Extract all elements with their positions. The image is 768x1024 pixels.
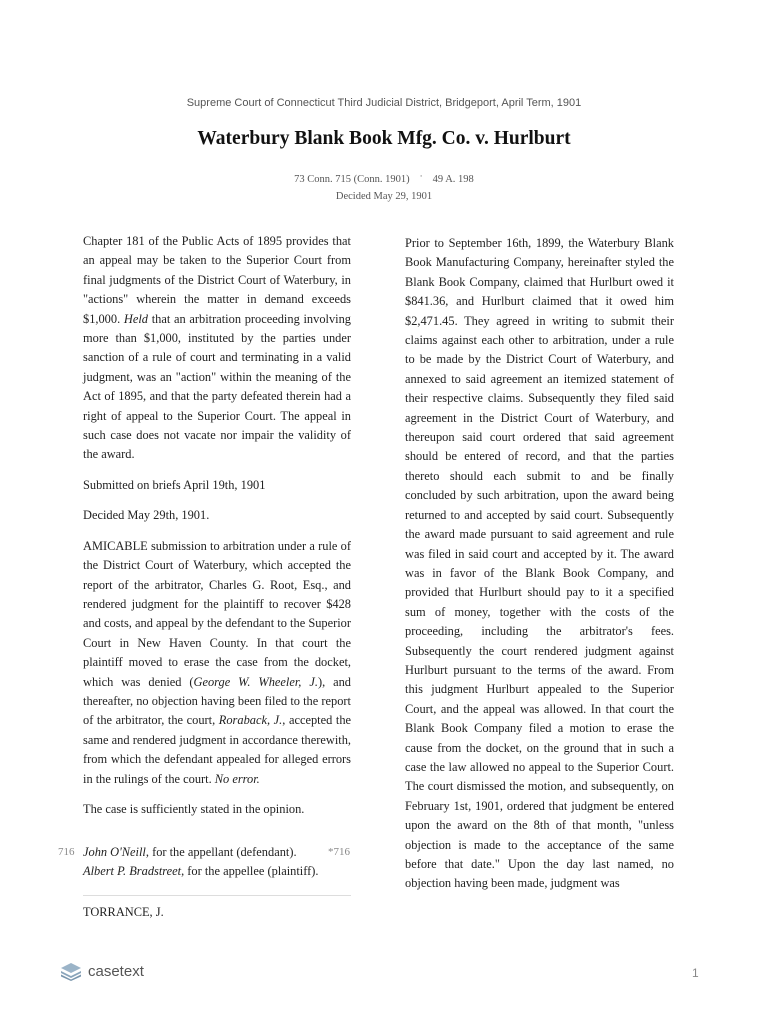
citation-primary[interactable]: 73 Conn. 715 (Conn. 1901) bbox=[294, 174, 410, 185]
case-title: Waterbury Blank Book Mfg. Co. v. Hurlburt bbox=[197, 128, 571, 149]
headnote: Chapter 181 of the Public Acts of 1895 provides that an appeal may be taken to the Superior Court from final judgments of the District Court of Waterbury, in "actions" wherein the matter in demand exceeds $1,000. Held that an arbitration proceeding involving more than $1,000, instituted by the parties under sanction of a rule of court and terminating in a valid judgment, was an "action" within the meaning of the Act of 1895, and that the party defeated therein had a right of appeal to the Superior Court. The appeal in such case does not vacate nor impair the validity of the award. bbox=[83, 234, 351, 462]
decided-date: Decided May 29, 1901 bbox=[335, 191, 433, 202]
court-line: Supreme Court of Connecticut Third Judicial District, Bridgeport, April Term, 1901 bbox=[186, 97, 582, 109]
counsel-appellee: Albert P. Bradstreet, for the appellee (plaintiff). bbox=[83, 864, 319, 879]
left-column bbox=[83, 232, 351, 830]
page-number: 1 bbox=[692, 966, 699, 980]
decided-paragraph: Decided May 29th, 1901. bbox=[83, 508, 210, 523]
page-marker-left: 716 bbox=[58, 846, 75, 858]
opinion-text: Prior to September 16th, 1899, the Waterbury Blank Book Manufacturing Company, hereinafter styled the Blank Book Company, claimed that Hurlburt owed it $841.36, and Hurlburt claimed that it owed him $2,471.45. They agreed in writing to submit their claims against each other to arbitration, under a rule to be made by the District Court of Waterbury, and annexed to said agreement an itemized statement of their respective claims. Subsequently they filed said agreement in the District Court of Waterbury, and thereupon said court ordered that said agreement should be entered of record, and that the parties thereto should each submit to and be finally concluded by such arbitration, upon the award being returned to and accepted by said court. Subsequently the award made pursuant to said agreement and rule was filed in said court and accepted by it. The award was in favor of the Blank Book Company, and provided that Hurlburt should pay to it a specified sum of money, together with the costs of the proceeding, including the arbitrator's fees. Subsequently the court rendered judgment against Hurlburt pursuant to the terms of the award. From this judgment Hurlburt appealed to the Superior Court, and the appeal was allowed. In that court the Blank Book Company filed a motion to erase the cause from the docket, on the ground that in such a case the law allowed no appeal to the Superior Court. The court dismissed the motion, and subsequently, on February 1st, 1901, ordered that judgment be entered upon the award on the 8th of that month, "unless objection is made to the acceptance of the same before that date." Upon the day last named, no objection having been made, judgment was bbox=[405, 236, 674, 891]
counsel-block bbox=[83, 843, 351, 882]
submitted-date: Submitted on briefs April 19th, 1901 bbox=[83, 477, 266, 492]
divider bbox=[83, 895, 351, 896]
citation-line bbox=[0, 171, 768, 185]
right-column bbox=[405, 234, 674, 905]
separator-dot: · bbox=[419, 171, 423, 181]
stack-icon bbox=[60, 961, 82, 981]
citation-parallel[interactable]: 49 A. 198 bbox=[432, 174, 474, 185]
brand-name: casetext bbox=[88, 962, 144, 980]
casetext-logo[interactable] bbox=[60, 961, 144, 981]
statement: The case is sufficiently stated in the opinion. bbox=[83, 801, 305, 816]
page-marker-right: *716 bbox=[328, 846, 350, 858]
counsel-appellant: John O'Neill, for the appellant (defendant). bbox=[83, 845, 297, 859]
case-summary: AMICABLE submission to arbitration under a rule of the District Court of Waterbury, which accepted the report of the arbitrator, Charles G. Root, Esq., and rendered judgment for the plaintiff to recover $428 and costs, and appeal by the defendant to the Superior Court in New Haven County. In that court the plaintiff moved to erase the case from the docket, which was denied (George W. Wheeler, J.), and thereafter, no objection having been filed to the report of the arbitrator, the court, Roraback, J., accepted the same and rendered judgment in accordance therewith, from which the defendant appealed for alleged errors in the rulings of the court. No error. bbox=[83, 538, 352, 786]
judge-name: TORRANCE, J. bbox=[83, 905, 164, 919]
